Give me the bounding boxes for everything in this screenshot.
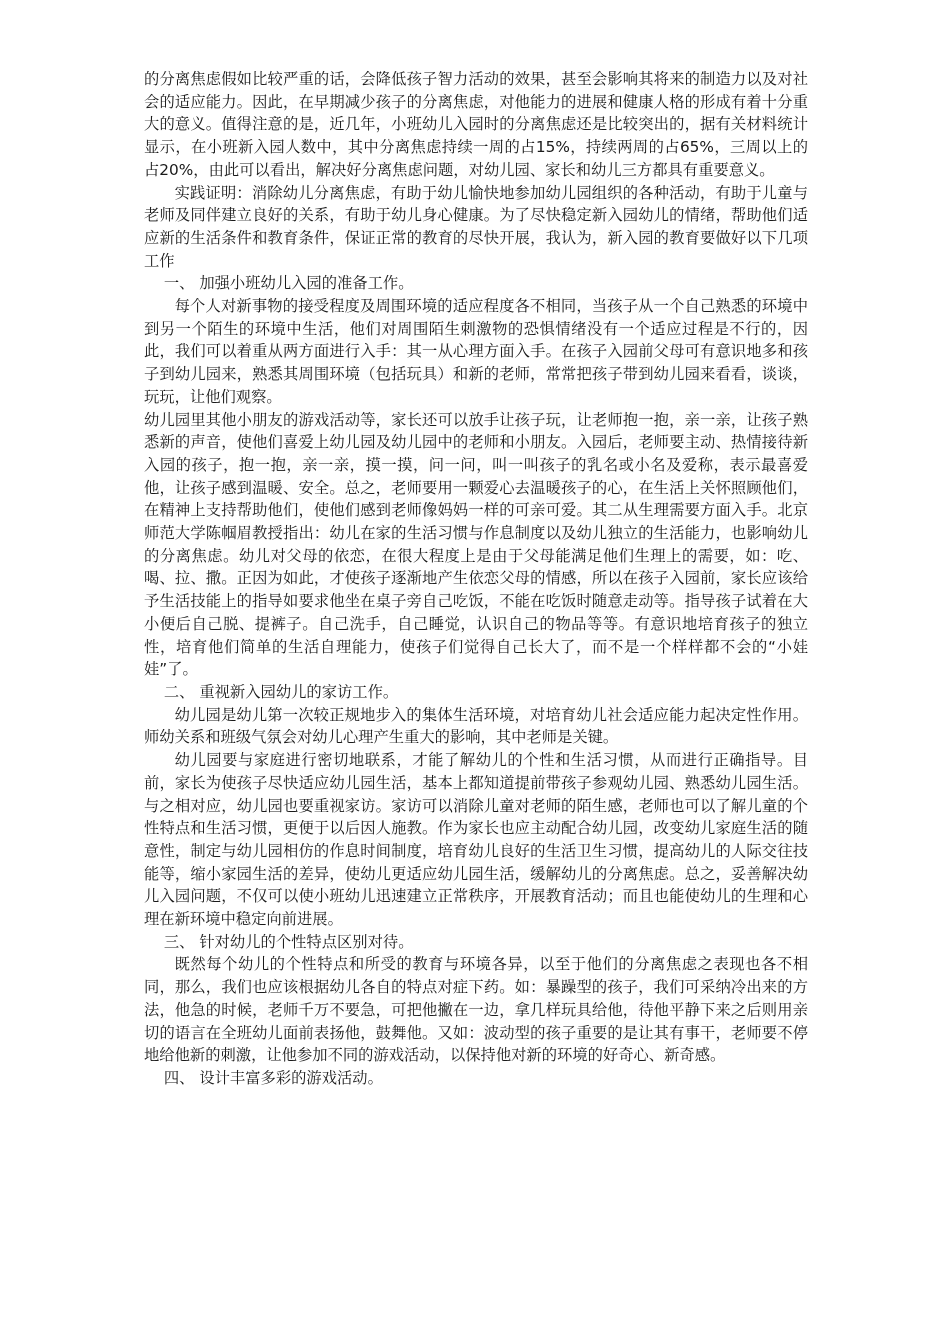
paragraph-collective-life: 幼儿园是幼儿第一次较正规地步入的集体生活环境，对培育幼儿社会适应能力起决定性作用。师幼关系和班级气氛会对幼儿心理产生重大的影响，其中老师是关键。: [144, 705, 808, 747]
paragraph-home-visits: 幼儿园要与家庭进行密切地联系，才能了解幼儿的个性和生活习惯，从而进行正确指导。目前，家长为使孩子尽快适应幼儿园生活，基本上都知道提前带孩子参观幼儿园、熟悉幼儿园生活。与之相对应，幼儿园也要重视家访。家访可以消除儿童对老师的陌生感，老师也可以了解儿童的个性特点和生活习惯，更便于以后因人施教。作为家长也应主动配合幼儿园，改变幼儿家庭生活的随意性，制定与幼儿园相仿的作息时间制度，培育幼儿良好的生活卫生习惯，提高幼儿的人际交往技能等，缩小家园生活的差异，使幼儿更适应幼儿园生活，缓解幼儿的分离焦虑。总之，妥善解决幼儿入园问题，不仅可以使小班幼儿迅速建立正常秩序，开展教育活动；而且也能使幼儿的生理和心理在新环境中稳定向前进展。: [144, 751, 808, 929]
paragraph-practice-proof: 实践证明：消除幼儿分离焦虑，有助于幼儿愉快地参加幼儿园组织的各种活动，有助于儿童与老师及同伴建立良好的关系，有助于幼儿身心健康。为了尽快稳定新入园幼儿的情绪，帮助他们适应新的生活条件和教育条件，保证正常的教育的尽快开展，我认为，新入园的教育要做好以下几项工作: [144, 183, 808, 270]
paragraph-separation-anxiety: 的分离焦虑假如比较严重的话，会降低孩子智力活动的效果，甚至会影响其将来的制造力以及对社会的适应能力。因此，在早期减少孩子的分离焦虑，对他能力的进展和健康人格的形成有着十分重大的意义。值得注意的是，近几年，小班幼儿入园时的分离焦虑还是比较突出的，据有关材料统计显示，在小班新入园人数中，其中分离焦虑持续一周的占15%，持续两周的占65%，三周以上的占20%，由此可以看出，解决好分离焦虑问题，对幼儿园、家长和幼儿三方都具有重要意义。: [144, 70, 808, 179]
document-page: [144, 68, 808, 1090]
paragraph-acceptance: 每个人对新事物的接受程度及周围环境的适应程度各不相同，当孩子从一个自己熟悉的环境中到另一个陌生的环境中生活，他们对周围陌生刺激物的恐惧情绪没有一个适应过程是不行的，因此，我们可以着重从两方面进行入手：其一从心理方面入手。在孩子入园前父母可有意识地多和孩子到幼儿园来，熟悉其周围环境（包括玩具）和新的老师，常常把孩子带到幼儿园来看看，谈谈，玩玩，让他们观察。: [144, 297, 808, 406]
paragraph-individual-traits: 既然每个幼儿的个性特点和所受的教育与环境各异，以至于他们的分离焦虑之表现也各不相同，那么，我们也应该根据幼儿各自的特点对症下药。如：暴躁型的孩子，我们可采纳冷出来的方法，他急的时候，老师千万不要急，可把他撇在一边，拿几样玩具给他，待他平静下来之后则用亲切的语言在全班幼儿面前表扬他，鼓舞他。又如：波动型的孩子重要的是让其有事干，老师要不停地给他新的刺激，让他参加不同的游戏活动，以保持他对新的环境的好奇心、新奇感。: [144, 955, 808, 1065]
section-heading-4: 四、 设计丰富多彩的游戏活动。: [163, 1068, 383, 1087]
paragraph-kindergarten-activities: 幼儿园里其他小朋友的游戏活动等，家长还可以放手让孩子玩，让老师抱一抱，亲一亲，让孩子熟悉新的声音，使他们喜爱上幼儿园及幼儿园中的老师和小朋友。入园后，老师要主动、热情接待新入园的孩子，抱一抱，亲一亲，摸一摸，问一问，叫一叫孩子的乳名或小名及爱称，表示最喜爱他，让孩子感到温暖、安全。总之，老师要用一颗爱心去温暖孩子的心，在生活上关怀照顾他们，在精神上支持帮助他们，使他们感到老师像妈妈一样的可亲可爱。其二从生理需要方面入手。北京师范大学陈帼眉教授指出：幼儿在家的生活习惯与作息制度以及幼儿独立的生活能力，也影响幼儿的分离焦虑。幼儿对父母的依恋，在很大程度上是由于父母能满足他们生理上的需要，如：吃、喝、拉、撒。正因为如此，才使孩子逐渐地产生依恋父母的情感，所以在孩子入园前，家长应该给予生活技能上的指导如要求他坐在桌子旁自己吃饭，不能在吃饭时随意走动等。指导孩子试着在大小便后自己脱、提裤子。自己洗手，自己睡觉，认识自己的物品等等。有意识地培育孩子的独立性，培育他们简单的生活自理能力，使孩子们觉得自己长大了，而不是一个样样都不会的“小娃娃”了。: [144, 410, 808, 679]
section-heading-1: 一、 加强小班幼儿入园的准备工作。: [163, 274, 414, 293]
section-heading-2: 二、 重视新入园幼儿的家访工作。: [163, 682, 399, 701]
section-heading-3: 三、 针对幼儿的个性特点区别对待。: [163, 932, 414, 951]
